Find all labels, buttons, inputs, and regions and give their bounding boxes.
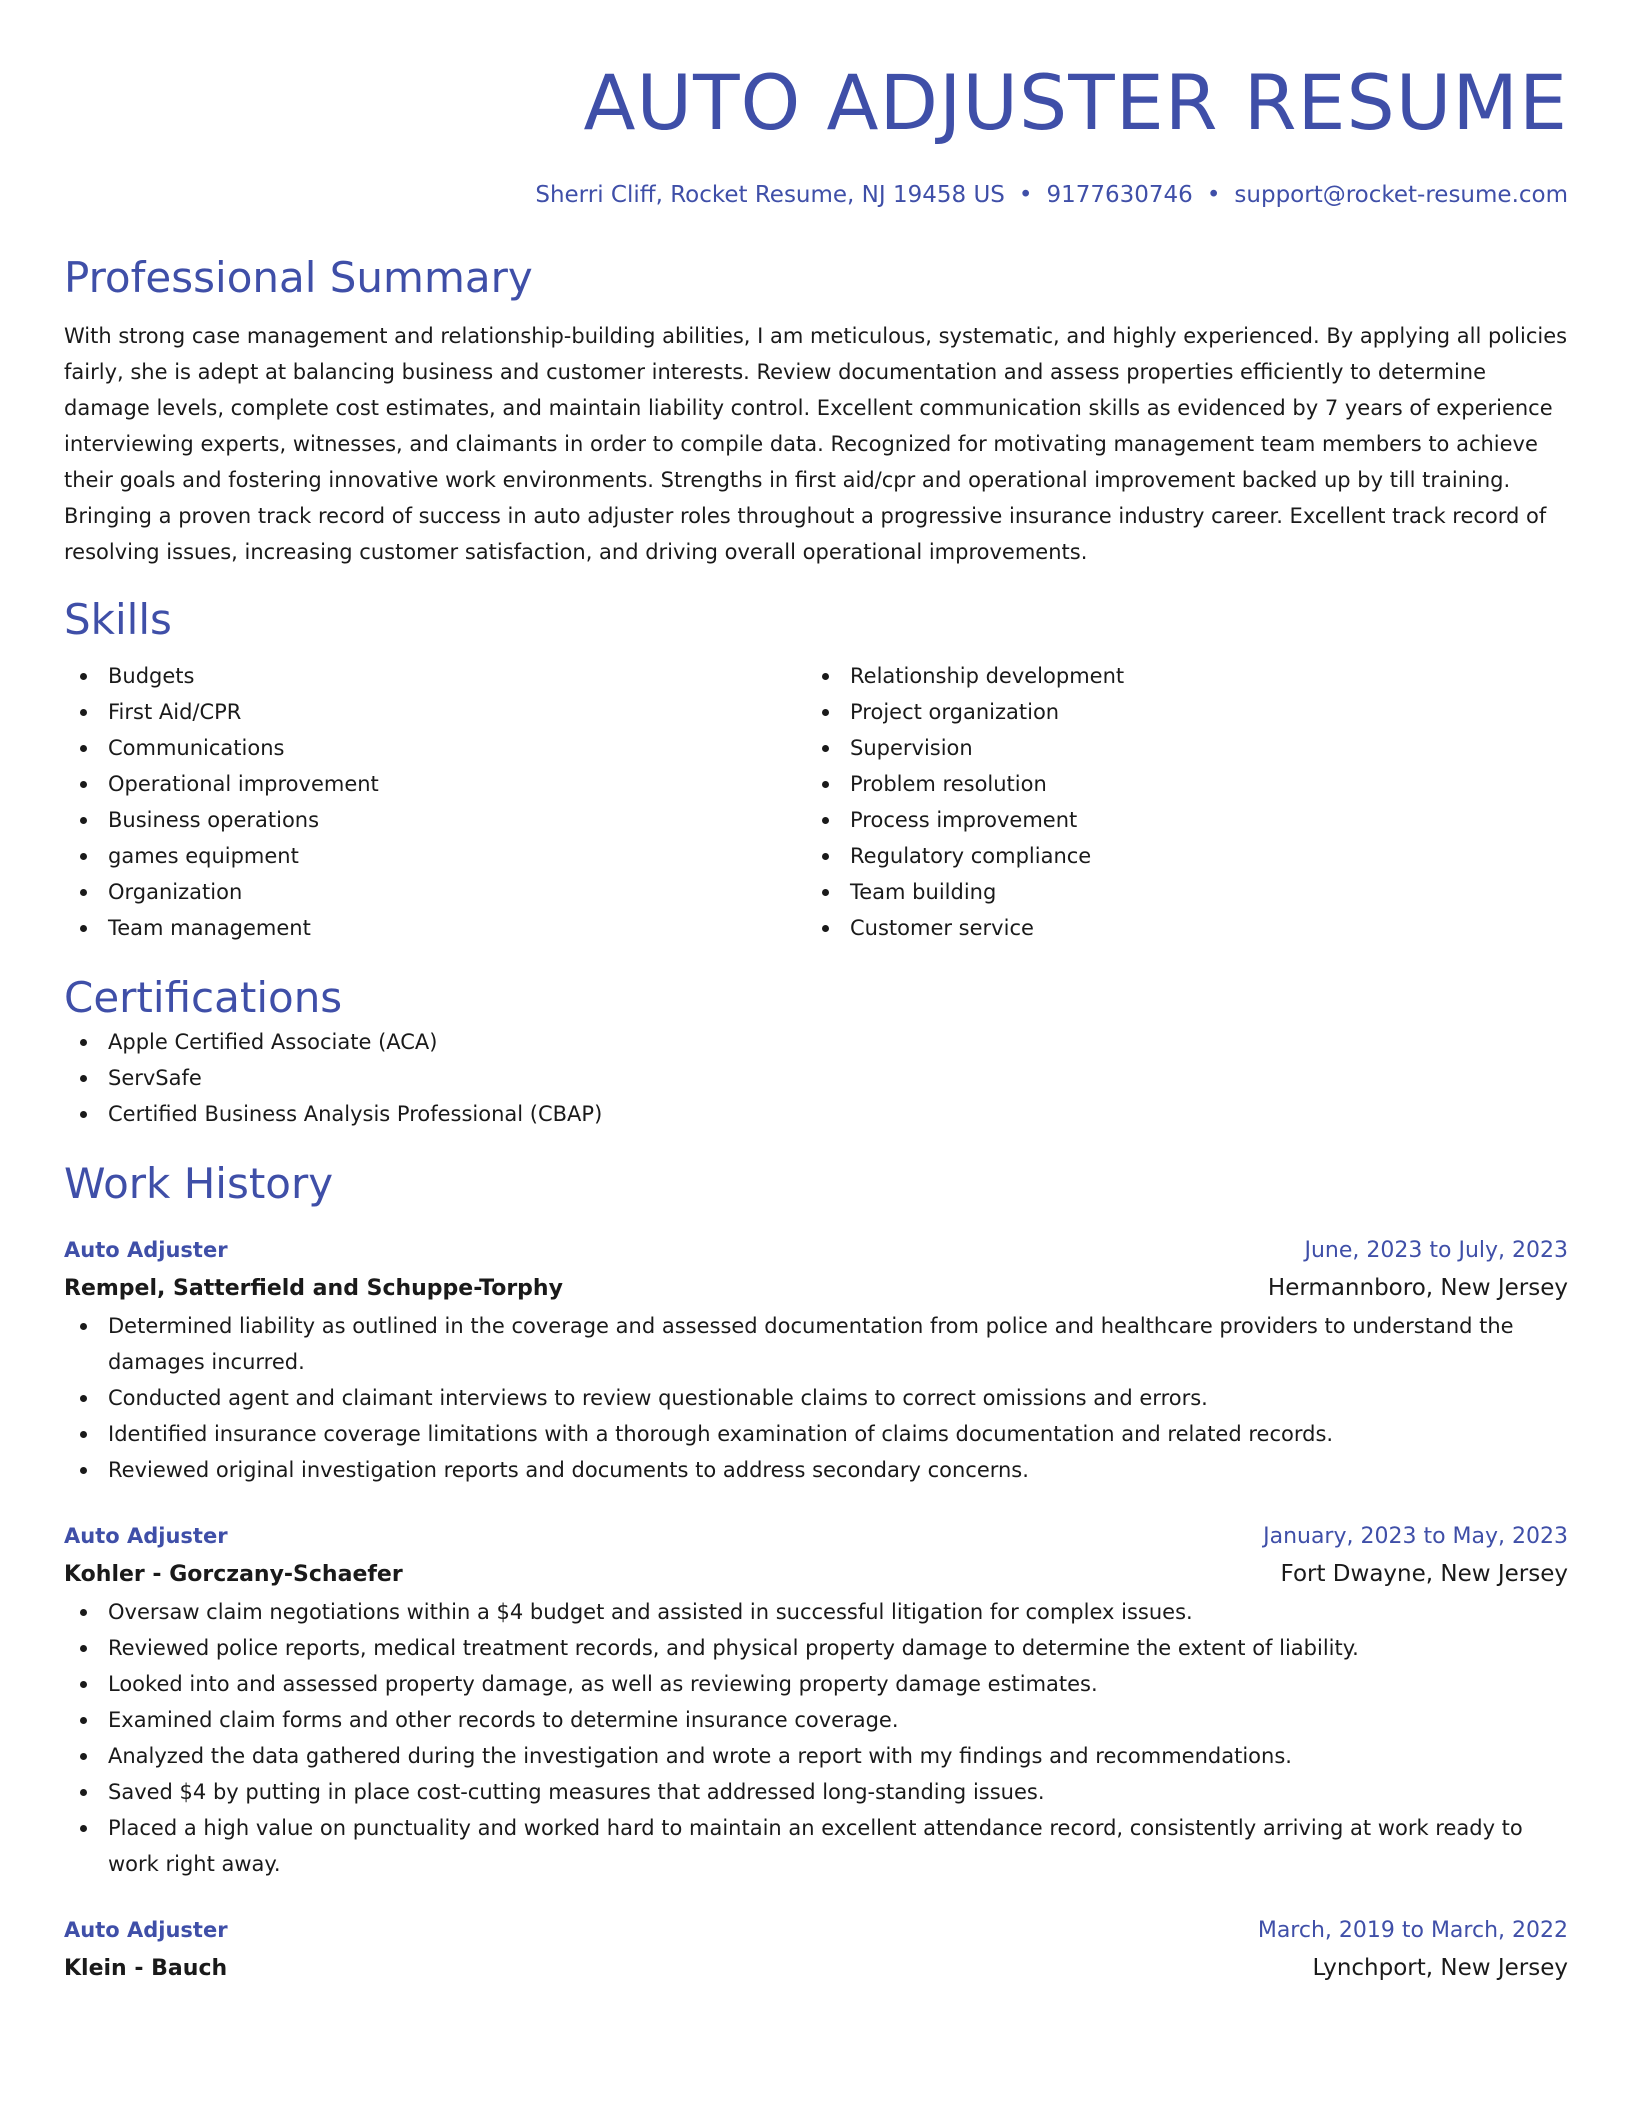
job-company: Rempel, Satterfield and Schuppe-Torphy — [64, 1276, 563, 1301]
job-location: Fort Dwayne, New Jersey — [1280, 1561, 1568, 1587]
skill-item: Business operations — [64, 802, 806, 838]
contact-address: Sherri Cliff, Rocket Resume, NJ 19458 US — [535, 182, 1005, 208]
certifications-list — [64, 1024, 1568, 1132]
job-bullet: Placed a high value on punctuality and worked hard to maintain an excellent attendance record, consistently arriving at work ready to work right away. — [64, 1810, 1568, 1882]
job-bullet: Reviewed police reports, medical treatment records, and physical property damage to determine the extent of liability. — [64, 1630, 1568, 1666]
skill-item: Supervision — [806, 730, 1548, 766]
job-entry — [64, 1912, 1568, 1988]
skill-item: Operational improvement — [64, 766, 806, 802]
skills-column-right — [806, 658, 1548, 946]
job-bullets — [64, 1308, 1568, 1488]
job-bullet: Examined claim forms and other records to determine insurance coverage. — [64, 1702, 1568, 1738]
job-dates: January, 2023 to May, 2023 — [1263, 1524, 1568, 1549]
skill-item: Regulatory compliance — [806, 838, 1548, 874]
job-subheader — [64, 1555, 1568, 1594]
job-company: Klein - Bauch — [64, 1956, 228, 1981]
skill-item: Project organization — [806, 694, 1548, 730]
contact-line — [64, 180, 1568, 210]
certification-item: Apple Certified Associate (ACA) — [64, 1024, 1568, 1060]
skills-columns — [64, 658, 1568, 946]
job-entry — [64, 1232, 1568, 1488]
skill-item: games equipment — [64, 838, 806, 874]
certifications-heading: Certifications — [64, 973, 343, 1022]
job-title: Auto Adjuster — [64, 1524, 228, 1548]
job-location: Lynchport, New Jersey — [1312, 1955, 1568, 1981]
contact-email[interactable]: support@rocket-resume.com — [1234, 182, 1568, 208]
certification-item: ServSafe — [64, 1060, 1568, 1096]
certification-item: Certified Business Analysis Professional (CBAP) — [64, 1096, 1568, 1132]
skill-item: Team management — [64, 910, 806, 946]
skill-item: Customer service — [806, 910, 1548, 946]
work-history-heading: Work History — [64, 1159, 334, 1208]
contact-separator: • — [1018, 182, 1033, 208]
job-company: Kohler - Gorczany-Schaefer — [64, 1562, 403, 1587]
summary-text: With strong case management and relationship-building abilities, I am meticulous, systematic, and highly experienced. By applying all policies fairly, she is adept at balancing business and customer interests. Review documentation and assess properties efficiently to determine damage levels, complete cost estimates, and maintain liability control. Excellent communication skills as evidenced by 7 years of experience interviewing experts, witnesses, and claimants in order to compile data. Recognized for motivating management team members to achieve their goals and fostering innovative work environments. Strengths in first aid/cpr and operational improvement backed up by till training. Bringing a proven track record of success in auto adjuster roles throughout a progressive insurance industry career. Excellent track record of resolving issues, increasing customer satisfaction, and driving overall operational improvements. — [64, 324, 1568, 564]
job-dates: June, 2023 to July, 2023 — [1304, 1238, 1568, 1263]
job-dates: March, 2019 to March, 2022 — [1257, 1918, 1568, 1943]
skill-item: Relationship development — [806, 658, 1548, 694]
job-header — [64, 1232, 1568, 1269]
summary-heading: Professional Summary — [64, 253, 533, 302]
skill-item: Process improvement — [806, 802, 1548, 838]
skill-item: Communications — [64, 730, 806, 766]
job-bullet: Analyzed the data gathered during the investigation and wrote a report with my findings and recommendations. — [64, 1738, 1568, 1774]
job-bullet: Conducted agent and claimant interviews to review questionable claims to correct omissions and errors. — [64, 1380, 1568, 1416]
skills-list-left — [64, 658, 806, 946]
contact-separator: • — [1206, 182, 1221, 208]
job-title: Auto Adjuster — [64, 1918, 228, 1942]
skills-list-right — [806, 658, 1548, 946]
job-title: Auto Adjuster — [64, 1238, 228, 1262]
contact-phone[interactable]: 9177630746 — [1046, 182, 1193, 208]
job-bullet: Determined liability as outlined in the coverage and assessed documentation from police and healthcare providers to understand the damages incurred. — [64, 1308, 1568, 1380]
skill-item: Budgets — [64, 658, 806, 694]
resume-title: AUTO ADJUSTER RESUME — [583, 58, 1568, 147]
skill-item: Organization — [64, 874, 806, 910]
job-bullet: Reviewed original investigation reports and documents to address secondary concerns. — [64, 1452, 1568, 1488]
skills-heading: Skills — [64, 595, 172, 644]
job-bullet: Identified insurance coverage limitations with a thorough examination of claims documentation and related records. — [64, 1416, 1568, 1452]
job-bullet: Oversaw claim negotiations within a $4 budget and assisted in successful litigation for complex issues. — [64, 1594, 1568, 1630]
job-subheader — [64, 1949, 1568, 1988]
job-bullet: Saved $4 by putting in place cost-cutting measures that addressed long-standing issues. — [64, 1774, 1568, 1810]
job-bullet: Looked into and assessed property damage, as well as reviewing property damage estimates. — [64, 1666, 1568, 1702]
skill-item: Team building — [806, 874, 1548, 910]
job-entry — [64, 1518, 1568, 1882]
job-header — [64, 1518, 1568, 1555]
skill-item: First Aid/CPR — [64, 694, 806, 730]
skills-column-left — [64, 658, 806, 946]
job-location: Hermannboro, New Jersey — [1267, 1275, 1568, 1301]
job-header — [64, 1912, 1568, 1949]
job-bullets — [64, 1594, 1568, 1882]
skill-item: Problem resolution — [806, 766, 1548, 802]
job-subheader — [64, 1269, 1568, 1308]
resume-page — [64, 0, 1568, 1988]
